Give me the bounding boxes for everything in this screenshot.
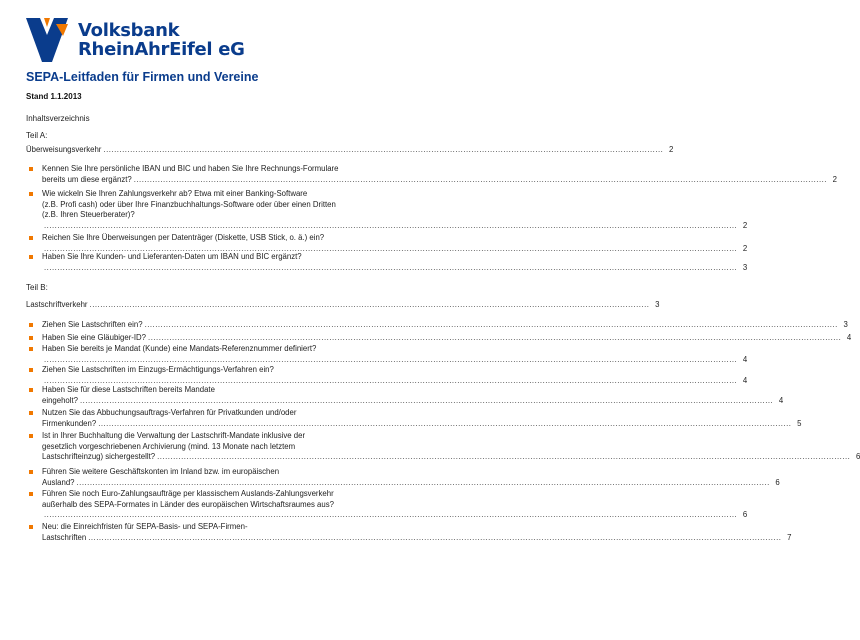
- bullet-icon: [29, 411, 33, 415]
- toc-page-number: 7: [787, 532, 792, 542]
- bullet-icon: [29, 347, 33, 351]
- toc-entry-part-a[interactable]: Überweisungsverkehr .................................................................................................................................................................................................................. 2: [26, 145, 674, 154]
- toc-item-text: Wie wickeln Sie Ihren Zahlungsverkehr ab? Etwa mit einer Banking-Software: [42, 189, 308, 198]
- toc-entry-text: Überweisungsverkehr: [26, 145, 102, 154]
- bullet-icon: [29, 255, 33, 259]
- toc-item[interactable]: Haben Sie eine Gläubiger-ID? .................................................................................................................................................................................................................................................................... 4: [26, 333, 385, 344]
- bullet-icon: [29, 434, 33, 438]
- toc-page-number: 6: [742, 510, 748, 519]
- toc-item-text: bereits um diese ergänzt?: [42, 174, 132, 184]
- toc-heading: Inhaltsverzeichnis: [26, 114, 90, 123]
- toc-item[interactable]: Haben Sie Ihre Kunden- und Lieferanten-Daten um IBAN und BIC ergänzt? .................................................................................................................................................................................................................................................................... 3: [26, 252, 385, 273]
- toc-page-number: 2: [668, 145, 674, 154]
- toc-item[interactable]: Nutzen Sie das Abbuchungsauftrags-Verfahren für Privatkunden und/oder Firmenkunden? .................................................................................................................................................................................................................................................................... 5: [26, 408, 385, 429]
- logo-text-line2: RheinAhrEifel eG: [78, 39, 245, 60]
- bullet-icon: [29, 336, 33, 340]
- toc-item-text: Lastschrifteinzug) sichergestellt?: [42, 452, 156, 461]
- bullet-icon: [29, 192, 33, 196]
- page-title: SEPA-Leitfaden für Firmen und Vereine: [26, 70, 259, 84]
- toc-item-text: Reichen Sie Ihre Überweisungen per Datenträger (Diskette, USB Stick, o. ä.) ein?: [42, 233, 325, 242]
- bullet-icon: [29, 236, 33, 240]
- toc-page-number: 6: [775, 477, 780, 487]
- toc-item[interactable]: Neu: die Einreichfristen für SEPA-Basis- und SEPA-Firmen- Lastschriften .................................................................................................................................................................................................................................................................... 7: [26, 522, 385, 543]
- date-stamp: Stand 1.1.2013: [26, 92, 82, 101]
- toc-item-text: Ziehen Sie Lastschriften im Einzugs-Ermächtigungs-Verfahren ein?: [42, 365, 274, 374]
- toc-page-number: 2: [742, 243, 748, 253]
- part-b-label: Teil B:: [26, 283, 48, 292]
- toc-page-number: 2: [742, 220, 748, 230]
- bullet-icon: [29, 492, 33, 496]
- logo-text-line1: Volksbank: [78, 20, 180, 41]
- toc-item[interactable]: Führen Sie weitere Geschäftskonten im Inland bzw. im europäischen Ausland? .................................................................................................................................................................................................................................................................... 6: [26, 467, 385, 488]
- toc-item-text: (z.B. Ihren Steuerberater)?: [42, 210, 135, 219]
- part-a-label: Teil A:: [26, 131, 48, 140]
- toc-item-text: Ausland?: [42, 477, 75, 487]
- toc-item[interactable]: Reichen Sie Ihre Überweisungen per Datenträger (Diskette, USB Stick, o. ä.) ein? .................................................................................................................................................................................................................................................................... 2: [26, 233, 385, 254]
- toc-item-text: Lastschriften: [42, 532, 87, 542]
- toc-item-text: Neu: die Einreichfristen für SEPA-Basis- und SEPA-Firmen-: [42, 522, 248, 531]
- toc-page-number: 2: [832, 174, 837, 184]
- toc-item-text: Führen Sie weitere Geschäftskonten im Inland bzw. im europäischen: [42, 467, 280, 476]
- toc-item[interactable]: Ziehen Sie Lastschriften ein? .................................................................................................................................................................................................................................................................... 3: [26, 320, 385, 331]
- toc-item-text: Firmenkunden?: [42, 418, 97, 428]
- toc-page-number: 3: [742, 262, 748, 272]
- toc-item-text: eingeholt?: [42, 395, 78, 405]
- toc-item-text: Ziehen Sie Lastschriften ein?: [42, 320, 143, 329]
- toc-item[interactable]: Wie wickeln Sie Ihren Zahlungsverkehr ab? Etwa mit einer Banking-Software (z.B. Profi cash) oder über Ihre Finanzbuchhaltungs-Software oder über einen Dritten (z.B. Ihren Steuerberater)? .................................................................................................................................................................................................................................................................... 2: [26, 189, 385, 231]
- toc-page-number: 4: [742, 354, 748, 364]
- toc-page-number: 3: [843, 320, 848, 329]
- toc-page-number: 3: [655, 300, 660, 309]
- toc-page-number: 6: [856, 452, 860, 461]
- toc-item-text: (z.B. Profi cash) oder über Ihre Finanzbuchhaltungs-Software oder über einen Dritten: [42, 199, 336, 209]
- toc-item[interactable]: Haben Sie für diese Lastschriften bereits Mandate eingeholt? .................................................................................................................................................................................................................................................................... 4: [26, 385, 385, 406]
- toc-item-text: Ist in Ihrer Buchhaltung die Verwaltung der Lastschrift-Mandate inklusive der: [42, 431, 306, 440]
- toc-item-text: Führen Sie noch Euro-Zahlungsaufträge per klassischem Auslands-Zahlungsverkehr: [42, 489, 334, 498]
- bullet-icon: [29, 388, 33, 392]
- volksbank-logo-icon: [26, 18, 68, 62]
- bullet-icon: [29, 525, 33, 529]
- bullet-icon: [29, 470, 33, 474]
- toc-entry-text: Lastschriftverkehr: [26, 300, 88, 309]
- toc-item-text: Haben Sie bereits je Mandat (Kunde) eine Mandats-Referenznummer definiert?: [42, 344, 317, 353]
- bullet-icon: [29, 167, 33, 171]
- toc-item-text: außerhalb des SEPA-Formates in Länder des europäischen Wirtschaftsraumes aus?: [42, 499, 334, 509]
- toc-item[interactable]: Ziehen Sie Lastschriften im Einzugs-Ermächtigungs-Verfahren ein? .................................................................................................................................................................................................................................................................... 4: [26, 365, 385, 386]
- toc-item-text: Haben Sie für diese Lastschriften bereits Mandate: [42, 385, 215, 394]
- toc-page-number: 4: [846, 333, 852, 342]
- toc-page-number: 4: [742, 375, 748, 385]
- toc-page-number: 4: [778, 395, 784, 405]
- toc-item-text: Kennen Sie Ihre persönliche IBAN und BIC und haben Sie Ihre Rechnungs-Formulare: [42, 164, 339, 173]
- bullet-icon: [29, 323, 33, 327]
- bank-logo: [26, 18, 426, 62]
- toc-item[interactable]: Kennen Sie Ihre persönliche IBAN und BIC und haben Sie Ihre Rechnungs-Formulare bereits um diese ergänzt? .................................................................................................................................................................................................................................................................... 2: [26, 164, 385, 185]
- toc-item[interactable]: Ist in Ihrer Buchhaltung die Verwaltung der Lastschrift-Mandate inklusive der gesetzlich vorgeschriebenen Archivierung (mind. 13 Monate nach letztem Lastschrifteinzug) sichergestellt? .................................................................................................................................................................................................................................................................... 6: [26, 431, 385, 463]
- toc-item-text: Haben Sie eine Gläubiger-ID?: [42, 333, 147, 342]
- toc-item-text: gesetzlich vorgeschriebenen Archivierung (mind. 13 Monate nach letztem: [42, 441, 296, 451]
- toc-page-number: 5: [797, 418, 802, 428]
- toc-item[interactable]: Führen Sie noch Euro-Zahlungsaufträge per klassischem Auslands-Zahlungsverkehr außerhalb des SEPA-Formates in Länder des europäischen Wirtschaftsraumes aus? .................................................................................................................................................................................................................................................................... 6: [26, 489, 385, 521]
- toc-entry-part-b[interactable]: Lastschriftverkehr .................................................................................................................................................................................................................. 3: [26, 300, 660, 309]
- toc-item[interactable]: Haben Sie bereits je Mandat (Kunde) eine Mandats-Referenznummer definiert? .................................................................................................................................................................................................................................................................... 4: [26, 344, 385, 365]
- toc-item-text: Haben Sie Ihre Kunden- und Lieferanten-Daten um IBAN und BIC ergänzt?: [42, 252, 302, 261]
- toc-item-text: Nutzen Sie das Abbuchungsauftrags-Verfahren für Privatkunden und/oder: [42, 408, 297, 417]
- bullet-icon: [29, 368, 33, 372]
